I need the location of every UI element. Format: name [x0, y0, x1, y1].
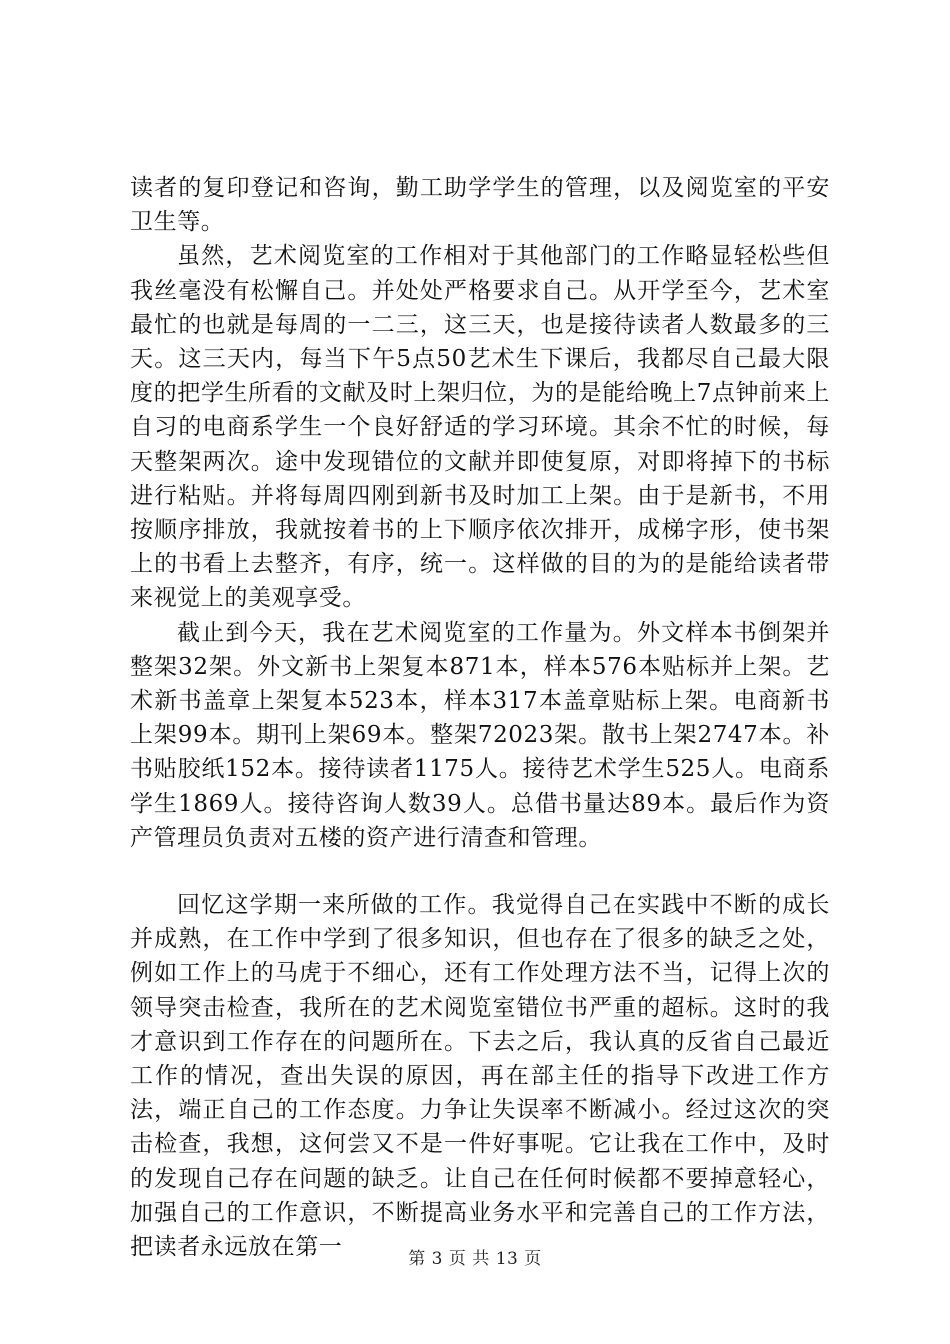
paragraph-continuation: 读者的复印登记和咨询，勤工助学学生的管理，以及阅览室的平安卫生等。 — [130, 175, 830, 236]
paragraph-work-statistics: 截止到今天，我在艺术阅览室的工作量为。外文样本书倒架并整架32架。外文新书上架复本871本，样本576本贴标并上架。艺术新书盖章上架复本523本，样本317本盖章贴标上架。电商新书上架99本。期刊上架69本。整架72023架。散书上架2747本。补书贴胶纸152本。接待读者1175人。接待艺术学生525人。电商系学生1869人。接待咨询人数39人。总借书量达89本。最后作为资产管理员负责对五楼的资产进行清查和管理。 — [130, 619, 830, 851]
page-footer: 第 3 页 共 13 页 — [408, 1249, 542, 1269]
document-body — [130, 171, 830, 1264]
paragraph-workload-description: 虽然，艺术阅览室的工作相对于其他部门的工作略显轻松些但我丝毫没有松懈自己。并处处严格要求自己。从开学至今，艺术室最忙的也就是每周的一二三，这三天，也是接待读者人数最多的三天。这三天内，每当下午5点50艺术生下课后，我都尽自己最大限度的把学生所看的文献及时上架归位，为的是能给晚上7点钟前来上自习的电商系学生一个良好舒适的学习环境。其余不忙的时候，每天整架两次。途中发现错位的文献并即使复原，对即将掉下的书标进行粘贴。并将每周四刚到新书及时加工上架。由于是新书，不用按顺序排放，我就按着书的上下顺序依次排开，成梯字形，使书架上的书看上去整齐，有序，统一。这样做的目的为的是能给读者带来视觉上的美观享受。 — [130, 243, 830, 612]
paragraph-reflection: 回忆这学期一来所做的工作。我觉得自己在实践中不断的成长并成熟，在工作中学到了很多知识，但也存在了很多的缺乏之处，例如工作上的马虎于不细心，还有工作处理方法不当，记得上次的领导突击检查，我所在的艺术阅览室错位书严重的超标。这时的我才意识到工作存在的问题所在。下去之后，我认真的反省自己最近工作的情况，查出失误的原因，再在部主任的指导下改进工作方法，端正自己的工作态度。力争让失误率不断减小。经过这次的突击检查，我想，这何尝又不是一件好事呢。它让我在工作中，及时的发现自己存在问题的缺乏。让自己在任何时候都不要掉意轻心，加强自己的工作意识，不断提高业务水平和完善自己的工作方法，把读者永远放在第一 — [130, 892, 830, 1261]
